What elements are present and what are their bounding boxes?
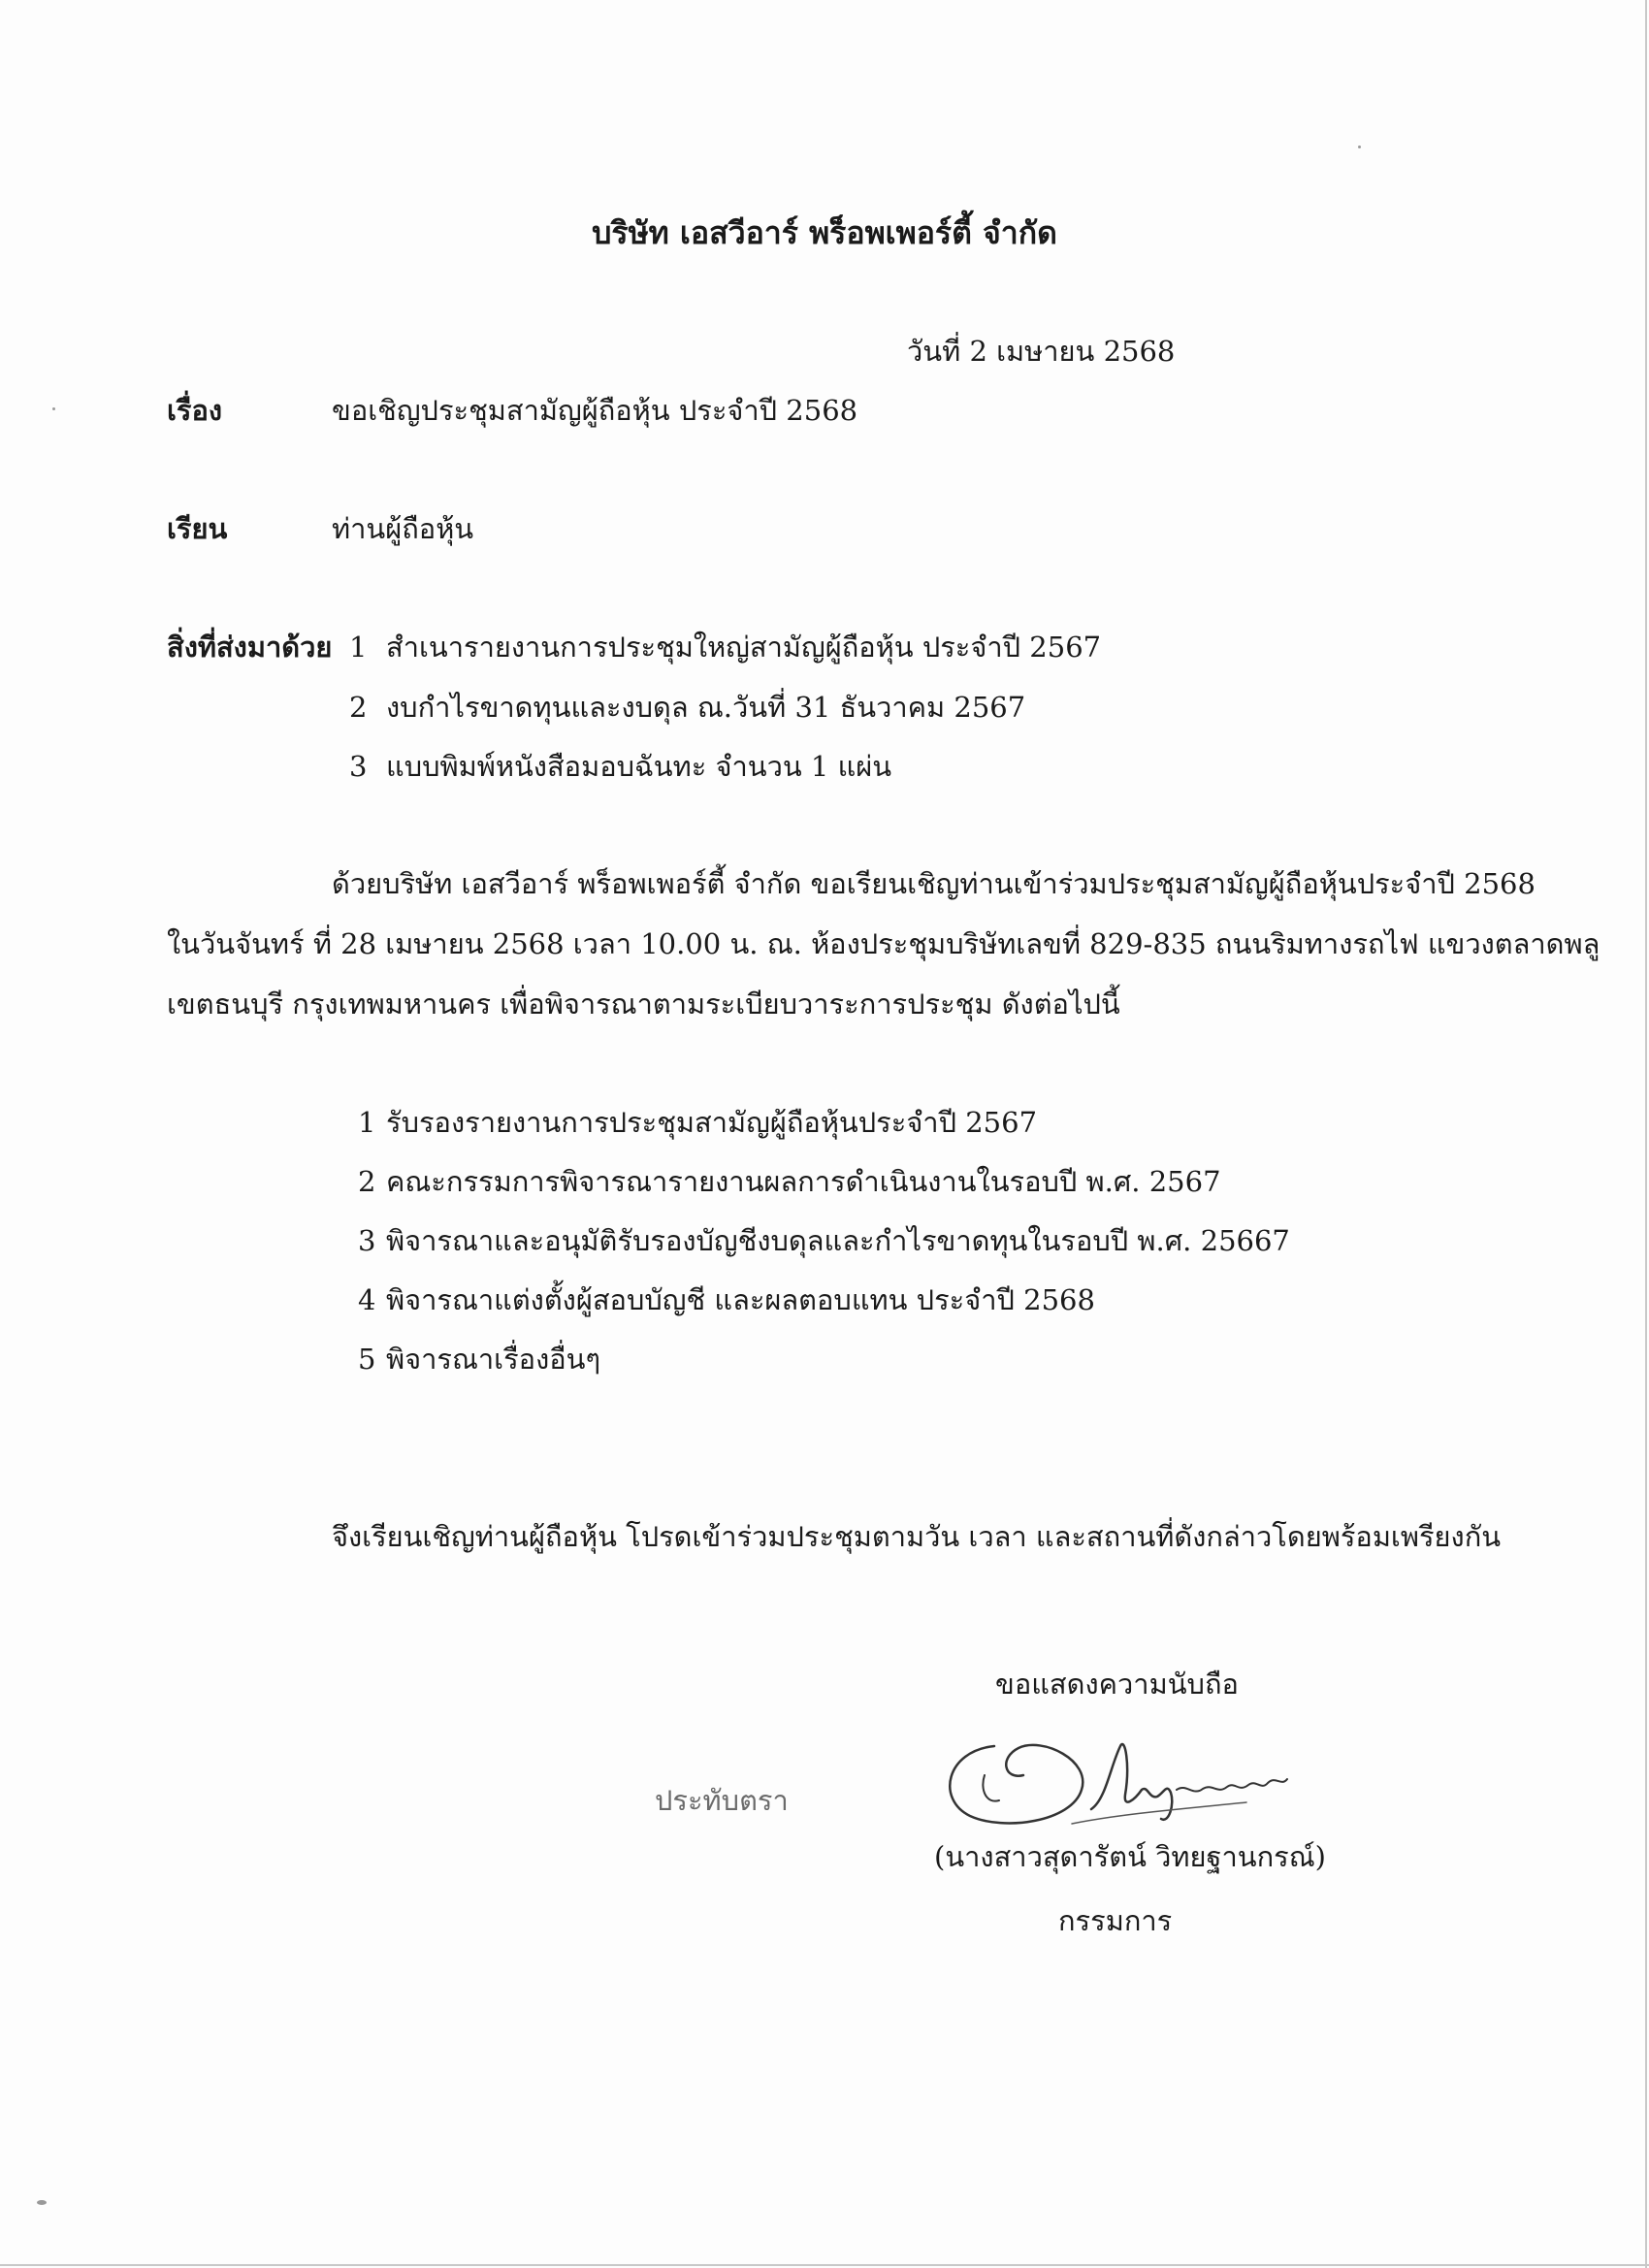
enclosure-item: สำเนารายงานการประชุมใหญ่สามัญผู้ถือหุ้น ประจำปี 2567 <box>386 631 1102 664</box>
company-title: บริษัท เอสวีอาร์ พร็อพเพอร์ตี้ จำกัด <box>592 214 1057 251</box>
closing-line: จึงเรียนเชิญท่านผู้ถือหุ้น โปรดเข้าร่วมประชุมตามวัน เวลา และสถานที่ดังกล่าวโดยพร้อมเพรียงกัน <box>332 1520 1502 1553</box>
enclosure-number: 3 <box>349 750 368 783</box>
stamp-placeholder: ประทับตรา <box>655 1784 789 1817</box>
agenda-number: 3 <box>358 1224 376 1257</box>
body-line: เขตธนบุรี กรุงเทพมหานคร เพื่อพิจารณาตามระเบียบวาระการประชุม ดังต่อไปนี้ <box>167 988 1120 1021</box>
enclosures-label: สิ่งที่ส่งมาด้วย <box>167 631 333 664</box>
enclosure-number: 2 <box>349 691 368 724</box>
body-line: ในวันจันทร์ ที่ 28 เมษายน 2568 เวลา 10.00 น. ณ. ห้องประชุมบริษัทเลขที่ 829-835 ถนนริมทางรถไฟ แขวงตลาดพลู <box>167 927 1600 960</box>
scan-edge-bottom <box>0 2264 1649 2266</box>
scan-edge-right <box>1645 0 1647 2268</box>
sign-off: ขอแสดงความนับถือ <box>995 1668 1239 1701</box>
scan-speck <box>37 2200 47 2205</box>
agenda-number: 2 <box>358 1165 376 1198</box>
scan-speck <box>1358 146 1361 148</box>
agenda-item: พิจารณาแต่งตั้งผู้สอบบัญชี และผลตอบแทน ประจำปี 2568 <box>386 1283 1095 1316</box>
subject-text: ขอเชิญประชุมสามัญผู้ถือหุ้น ประจำปี 2568 <box>332 394 858 427</box>
agenda-item: พิจารณาเรื่องอื่นๆ <box>386 1343 601 1376</box>
agenda-number: 5 <box>358 1343 376 1376</box>
handwritten-signature <box>926 1707 1334 1853</box>
body-line: ด้วยบริษัท เอสวีอาร์ พร็อพเพอร์ตี้ จำกัด ขอเรียนเชิญท่านเข้าร่วมประชุมสามัญผู้ถือหุ้นประจำปี 2568 <box>332 867 1536 900</box>
enclosure-number: 1 <box>349 631 368 664</box>
signatory-name: (นางสาวสุดารัตน์ วิทยฐานกรณ์) <box>934 1840 1326 1873</box>
agenda-number: 4 <box>358 1283 376 1316</box>
scan-speck <box>52 407 55 410</box>
enclosure-item: งบกำไรขาดทุนและงบดุล ณ.วันที่ 31 ธันวาคม 2567 <box>386 691 1026 724</box>
agenda-item: พิจารณาและอนุมัติรับรองบัญชีงบดุลและกำไรขาดทุนในรอบปี พ.ศ. 25667 <box>386 1224 1290 1257</box>
agenda-item: รับรองรายงานการประชุมสามัญผู้ถือหุ้นประจำปี 2567 <box>386 1106 1038 1139</box>
salutation-label: เรียน <box>167 512 228 545</box>
enclosure-item: แบบพิมพ์หนังสือมอบฉันทะ จำนวน 1 แผ่น <box>386 750 892 783</box>
salutation-text: ท่านผู้ถือหุ้น <box>332 512 474 545</box>
signatory-title: กรรมการ <box>1058 1904 1173 1937</box>
agenda-number: 1 <box>358 1106 376 1139</box>
subject-label: เรื่อง <box>167 394 223 427</box>
agenda-item: คณะกรรมการพิจารณารายงานผลการดำเนินงานในรอบปี พ.ศ. 2567 <box>386 1165 1221 1198</box>
letter-date: วันที่ 2 เมษายน 2568 <box>907 335 1176 368</box>
